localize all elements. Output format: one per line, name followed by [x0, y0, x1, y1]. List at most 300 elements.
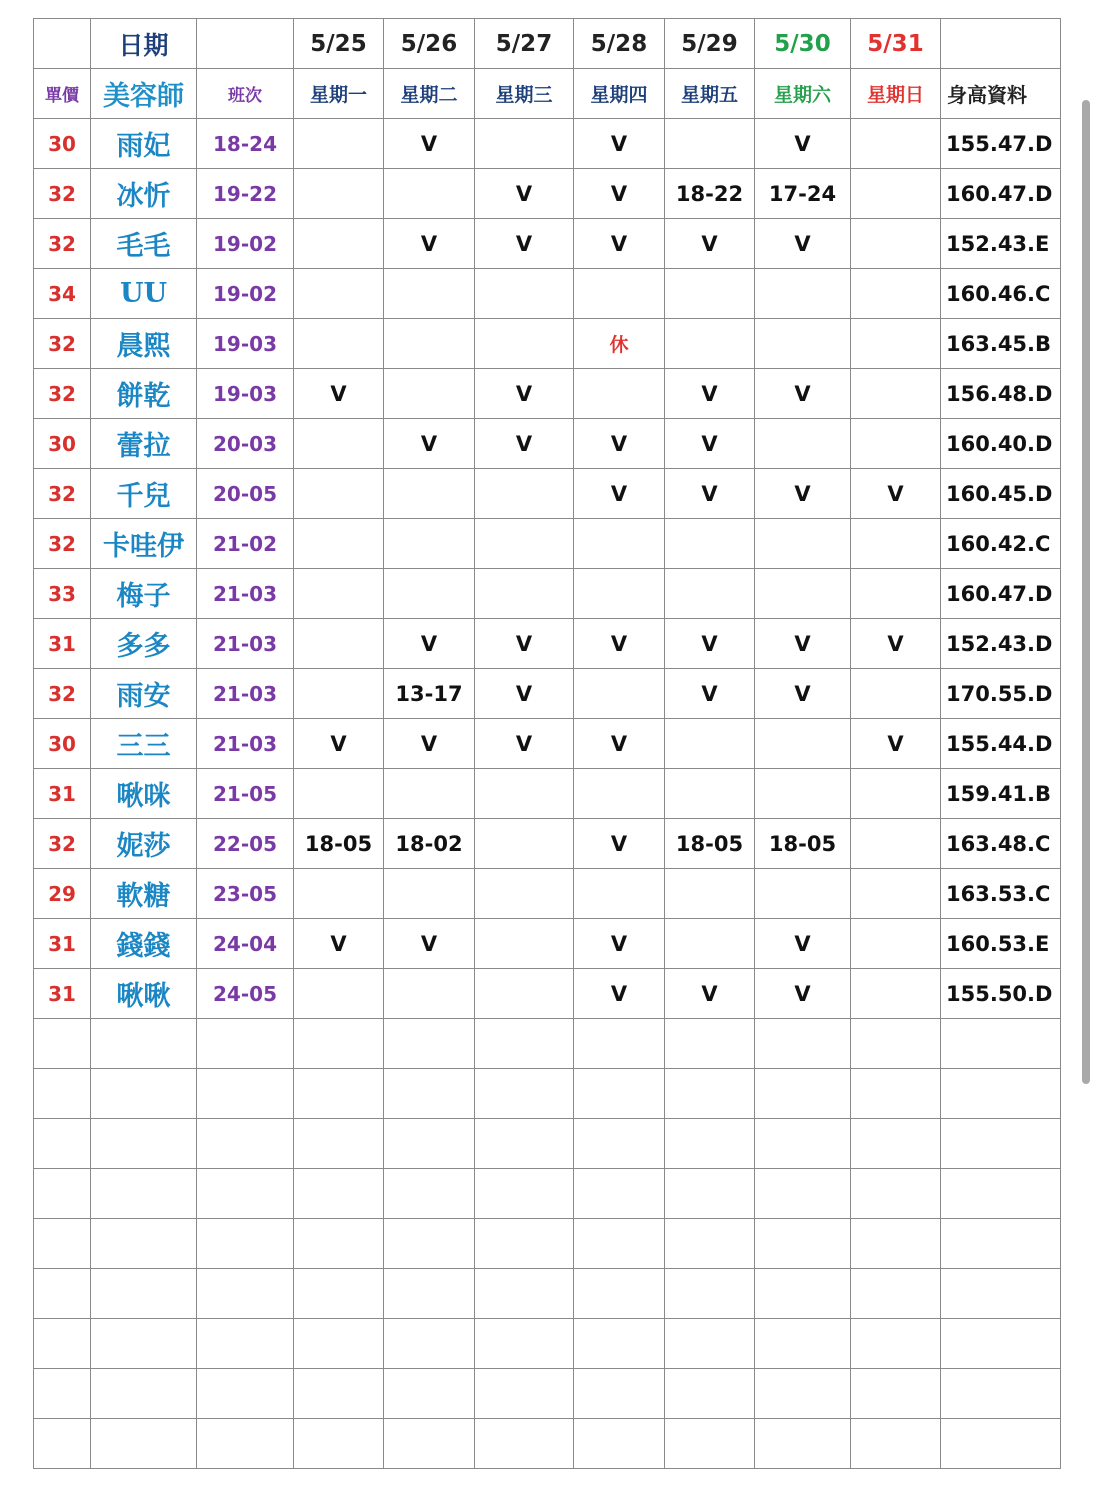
empty-cell [294, 1319, 384, 1369]
beautician-name: 冰忻 [91, 169, 197, 219]
day-cell: V [384, 119, 475, 169]
table-row [34, 919, 1061, 969]
blank-cell [941, 19, 1061, 69]
shift-cell: 22-05 [197, 819, 294, 869]
shift-cell: 21-05 [197, 769, 294, 819]
price-cell: 31 [34, 619, 91, 669]
table-row [34, 419, 1061, 469]
empty-cell [197, 1019, 294, 1069]
day-cell: V [574, 469, 665, 519]
table-row [34, 569, 1061, 619]
day-cell [665, 869, 755, 919]
blank-cell [34, 19, 91, 69]
day-cell [755, 419, 851, 469]
shift-cell: 21-03 [197, 719, 294, 769]
day-cell: V [665, 619, 755, 669]
col-name-header: 美容師 [91, 69, 197, 119]
day-cell [665, 769, 755, 819]
height-cell: 152.43.E [941, 219, 1061, 269]
day-cell [665, 519, 755, 569]
day-cell [851, 319, 941, 369]
date-header-row [34, 19, 1061, 69]
empty-cell [665, 1119, 755, 1169]
day-cell [574, 269, 665, 319]
empty-cell [197, 1219, 294, 1269]
day-cell: V [665, 669, 755, 719]
day-cell: V [384, 419, 475, 469]
empty-cell [755, 1119, 851, 1169]
price-cell: 29 [34, 869, 91, 919]
day-cell: V [755, 669, 851, 719]
day-cell [755, 769, 851, 819]
empty-cell [91, 1369, 197, 1419]
day-cell [475, 819, 574, 869]
day-cell [755, 569, 851, 619]
height-cell: 163.53.C [941, 869, 1061, 919]
day-cell [475, 919, 574, 969]
height-cell: 156.48.D [941, 369, 1061, 419]
day-cell: V [665, 369, 755, 419]
schedule-table [33, 18, 1061, 1469]
empty-cell [574, 1269, 665, 1319]
empty-cell [941, 1419, 1061, 1469]
day-cell [294, 219, 384, 269]
empty-cell [755, 1019, 851, 1069]
height-cell: 155.47.D [941, 119, 1061, 169]
price-cell: 32 [34, 169, 91, 219]
height-cell: 155.50.D [941, 969, 1061, 1019]
day-cell: V [665, 969, 755, 1019]
beautician-name: 軟糖 [91, 869, 197, 919]
price-cell: 33 [34, 569, 91, 619]
empty-cell [384, 1019, 475, 1069]
day-cell [755, 869, 851, 919]
empty-cell [475, 1369, 574, 1419]
day-cell: V [755, 219, 851, 269]
blank-cell [197, 19, 294, 69]
day-cell [294, 569, 384, 619]
day-cell: V [755, 969, 851, 1019]
day-cell: V [294, 369, 384, 419]
day-cell [475, 319, 574, 369]
day-cell [574, 669, 665, 719]
day-cell [665, 319, 755, 369]
height-cell: 160.40.D [941, 419, 1061, 469]
table-row [34, 169, 1061, 219]
beautician-name: 雨安 [91, 669, 197, 719]
price-cell: 31 [34, 969, 91, 1019]
day-cell [475, 869, 574, 919]
empty-cell [475, 1119, 574, 1169]
empty-cell [574, 1169, 665, 1219]
price-cell: 31 [34, 919, 91, 969]
day-cell [294, 969, 384, 1019]
day-cell: 18-05 [755, 819, 851, 869]
empty-cell [197, 1319, 294, 1369]
empty-cell [91, 1069, 197, 1119]
day-cell: 休 [574, 319, 665, 369]
empty-cell [34, 1319, 91, 1369]
empty-cell [91, 1019, 197, 1069]
height-cell: 160.46.C [941, 269, 1061, 319]
day-cell [384, 519, 475, 569]
day-cell: V [384, 719, 475, 769]
day-cell: 18-05 [294, 819, 384, 869]
empty-cell [34, 1169, 91, 1219]
day-cell [475, 119, 574, 169]
price-cell: 32 [34, 819, 91, 869]
day-cell: 18-02 [384, 819, 475, 869]
table-row [34, 519, 1061, 569]
beautician-name: 三三 [91, 719, 197, 769]
day-cell [294, 519, 384, 569]
empty-cell [851, 1269, 941, 1319]
day-cell [851, 219, 941, 269]
price-cell: 30 [34, 719, 91, 769]
empty-cell [941, 1219, 1061, 1269]
empty-cell [384, 1219, 475, 1269]
shift-cell: 21-03 [197, 569, 294, 619]
day-cell [294, 669, 384, 719]
day-cell: V [665, 419, 755, 469]
shift-cell: 24-05 [197, 969, 294, 1019]
day-cell: V [574, 969, 665, 1019]
table-row [34, 469, 1061, 519]
weekday-mon: 星期一 [294, 69, 384, 119]
empty-cell [294, 1019, 384, 1069]
day-cell [475, 969, 574, 1019]
empty-row [34, 1269, 1061, 1319]
empty-row [34, 1419, 1061, 1469]
day-cell: V [475, 719, 574, 769]
day-cell: V [574, 719, 665, 769]
day-cell [665, 569, 755, 619]
day-cell [574, 369, 665, 419]
empty-cell [475, 1019, 574, 1069]
day-cell [294, 869, 384, 919]
beautician-name: 雨妃 [91, 119, 197, 169]
day-cell [294, 419, 384, 469]
table-row [34, 369, 1061, 419]
empty-cell [197, 1419, 294, 1469]
empty-row [34, 1119, 1061, 1169]
day-cell: V [475, 369, 574, 419]
empty-cell [941, 1319, 1061, 1369]
day-cell [384, 269, 475, 319]
empty-row [34, 1319, 1061, 1369]
empty-cell [665, 1319, 755, 1369]
day-cell [665, 269, 755, 319]
day-cell [475, 469, 574, 519]
day-cell: V [755, 369, 851, 419]
empty-cell [941, 1369, 1061, 1419]
empty-cell [294, 1119, 384, 1169]
day-cell: V [851, 619, 941, 669]
day-cell [851, 969, 941, 1019]
price-cell: 32 [34, 469, 91, 519]
col-shift-header: 班次 [197, 69, 294, 119]
day-cell: V [475, 669, 574, 719]
empty-row [34, 1369, 1061, 1419]
empty-cell [294, 1419, 384, 1469]
empty-cell [384, 1169, 475, 1219]
day-cell: V [755, 119, 851, 169]
empty-cell [941, 1169, 1061, 1219]
price-cell: 34 [34, 269, 91, 319]
date-thu: 5/28 [574, 19, 665, 69]
day-cell [574, 769, 665, 819]
empty-cell [34, 1219, 91, 1269]
empty-cell [851, 1119, 941, 1169]
day-cell: V [475, 169, 574, 219]
day-cell [755, 269, 851, 319]
empty-cell [475, 1219, 574, 1269]
empty-cell [574, 1319, 665, 1369]
table-row [34, 969, 1061, 1019]
table-row [34, 619, 1061, 669]
day-cell [294, 469, 384, 519]
empty-cell [755, 1319, 851, 1369]
beautician-name: 啾咪 [91, 769, 197, 819]
beautician-name: 多多 [91, 619, 197, 669]
weekday-sat: 星期六 [755, 69, 851, 119]
price-cell: 31 [34, 769, 91, 819]
empty-row [34, 1069, 1061, 1119]
empty-cell [941, 1119, 1061, 1169]
empty-cell [851, 1169, 941, 1219]
empty-cell [91, 1319, 197, 1369]
beautician-name: 餅乾 [91, 369, 197, 419]
day-cell: V [475, 219, 574, 269]
empty-cell [851, 1019, 941, 1069]
empty-cell [755, 1419, 851, 1469]
day-cell [294, 169, 384, 219]
price-cell: 32 [34, 319, 91, 369]
shift-cell: 23-05 [197, 869, 294, 919]
empty-cell [34, 1119, 91, 1169]
empty-cell [574, 1419, 665, 1469]
beautician-name: 梅子 [91, 569, 197, 619]
day-cell: V [851, 469, 941, 519]
day-cell: V [665, 469, 755, 519]
date-tue: 5/26 [384, 19, 475, 69]
day-cell [851, 119, 941, 169]
shift-cell: 21-02 [197, 519, 294, 569]
day-cell [384, 769, 475, 819]
shift-cell: 19-03 [197, 369, 294, 419]
date-sun: 5/31 [851, 19, 941, 69]
beautician-name: 卡哇伊 [91, 519, 197, 569]
height-cell: 160.53.E [941, 919, 1061, 969]
day-cell: V [665, 219, 755, 269]
weekday-sun: 星期日 [851, 69, 941, 119]
empty-cell [34, 1069, 91, 1119]
beautician-name: 妮莎 [91, 819, 197, 869]
empty-cell [197, 1169, 294, 1219]
table-row [34, 119, 1061, 169]
empty-cell [941, 1019, 1061, 1069]
price-cell: 30 [34, 419, 91, 469]
empty-cell [665, 1069, 755, 1119]
height-cell: 160.45.D [941, 469, 1061, 519]
schedule-body [34, 19, 1061, 1469]
day-cell [475, 769, 574, 819]
empty-cell [197, 1269, 294, 1319]
shift-cell: 21-03 [197, 669, 294, 719]
day-cell [475, 269, 574, 319]
day-cell [851, 769, 941, 819]
beautician-name: 毛毛 [91, 219, 197, 269]
empty-cell [294, 1269, 384, 1319]
empty-row [34, 1219, 1061, 1269]
height-cell: 163.48.C [941, 819, 1061, 869]
day-cell: V [384, 219, 475, 269]
height-cell: 155.44.D [941, 719, 1061, 769]
height-cell: 160.47.D [941, 569, 1061, 619]
day-cell [851, 269, 941, 319]
day-cell [665, 919, 755, 969]
empty-cell [475, 1169, 574, 1219]
day-cell [851, 869, 941, 919]
height-cell: 159.41.B [941, 769, 1061, 819]
day-cell [851, 669, 941, 719]
table-row [34, 319, 1061, 369]
date-sat: 5/30 [755, 19, 851, 69]
weekday-fri: 星期五 [665, 69, 755, 119]
day-cell: V [294, 719, 384, 769]
table-row [34, 769, 1061, 819]
empty-cell [574, 1069, 665, 1119]
empty-cell [197, 1119, 294, 1169]
day-cell: 17-24 [755, 169, 851, 219]
day-cell [384, 869, 475, 919]
day-cell [294, 769, 384, 819]
empty-cell [34, 1019, 91, 1069]
day-cell: V [384, 919, 475, 969]
day-cell: 13-17 [384, 669, 475, 719]
empty-cell [384, 1119, 475, 1169]
day-cell [574, 569, 665, 619]
shift-cell: 21-03 [197, 619, 294, 669]
price-cell: 30 [34, 119, 91, 169]
day-cell: 18-05 [665, 819, 755, 869]
beautician-name: 啾啾 [91, 969, 197, 1019]
height-cell: 163.45.B [941, 319, 1061, 369]
shift-cell: 20-03 [197, 419, 294, 469]
empty-cell [941, 1269, 1061, 1319]
empty-cell [755, 1369, 851, 1419]
empty-cell [384, 1419, 475, 1469]
empty-cell [665, 1169, 755, 1219]
col-height-header: 身高資料 [941, 69, 1061, 119]
day-cell [384, 569, 475, 619]
shift-cell: 19-02 [197, 269, 294, 319]
empty-cell [294, 1069, 384, 1119]
day-cell [755, 319, 851, 369]
empty-cell [91, 1419, 197, 1469]
empty-cell [665, 1019, 755, 1069]
empty-cell [851, 1319, 941, 1369]
empty-cell [665, 1269, 755, 1319]
day-cell [294, 319, 384, 369]
price-cell: 32 [34, 219, 91, 269]
empty-cell [851, 1419, 941, 1469]
empty-cell [34, 1269, 91, 1319]
empty-cell [574, 1019, 665, 1069]
day-cell: V [574, 819, 665, 869]
empty-cell [475, 1269, 574, 1319]
shift-cell: 24-04 [197, 919, 294, 969]
empty-cell [384, 1269, 475, 1319]
weekday-tue: 星期二 [384, 69, 475, 119]
empty-cell [294, 1219, 384, 1269]
empty-cell [294, 1369, 384, 1419]
table-row [34, 269, 1061, 319]
day-cell [384, 369, 475, 419]
empty-cell [91, 1169, 197, 1219]
day-cell [755, 519, 851, 569]
price-cell: 32 [34, 369, 91, 419]
vertical-scrollbar[interactable] [1082, 100, 1090, 1084]
day-cell [665, 119, 755, 169]
empty-cell [665, 1419, 755, 1469]
empty-cell [851, 1069, 941, 1119]
empty-cell [91, 1269, 197, 1319]
day-cell: V [475, 419, 574, 469]
empty-row [34, 1169, 1061, 1219]
day-cell: V [755, 619, 851, 669]
empty-cell [384, 1369, 475, 1419]
empty-cell [851, 1369, 941, 1419]
height-cell: 160.47.D [941, 169, 1061, 219]
empty-cell [294, 1169, 384, 1219]
day-cell [851, 919, 941, 969]
day-cell: V [851, 719, 941, 769]
empty-cell [574, 1369, 665, 1419]
day-cell [384, 319, 475, 369]
day-cell: V [574, 169, 665, 219]
empty-cell [941, 1069, 1061, 1119]
day-cell [294, 119, 384, 169]
day-cell: V [755, 469, 851, 519]
day-cell: V [574, 419, 665, 469]
height-cell: 170.55.D [941, 669, 1061, 719]
day-cell: V [755, 919, 851, 969]
empty-cell [91, 1219, 197, 1269]
day-cell: V [294, 919, 384, 969]
table-row [34, 819, 1061, 869]
day-cell [755, 719, 851, 769]
height-cell: 152.43.D [941, 619, 1061, 669]
table-row [34, 869, 1061, 919]
empty-cell [475, 1419, 574, 1469]
day-cell [851, 369, 941, 419]
empty-cell [197, 1069, 294, 1119]
empty-cell [755, 1269, 851, 1319]
empty-cell [384, 1069, 475, 1119]
table-row [34, 219, 1061, 269]
day-cell [851, 169, 941, 219]
day-cell: V [574, 619, 665, 669]
day-cell [574, 869, 665, 919]
day-cell [294, 619, 384, 669]
day-cell [851, 819, 941, 869]
shift-cell: 20-05 [197, 469, 294, 519]
empty-cell [851, 1219, 941, 1269]
height-cell: 160.42.C [941, 519, 1061, 569]
empty-cell [574, 1119, 665, 1169]
day-cell [384, 169, 475, 219]
